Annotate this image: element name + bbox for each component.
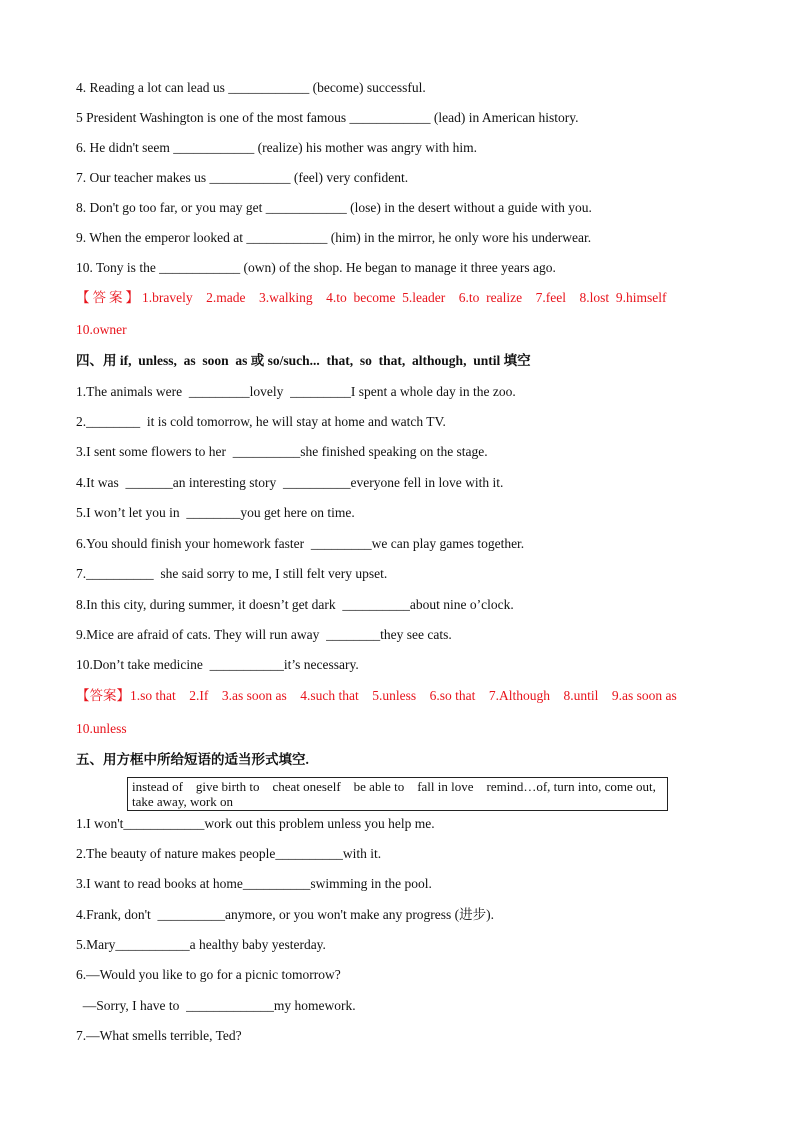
- answer-line: [76, 289, 666, 307]
- question-line: 5.I won’t let you in ________you get here on time.: [76, 505, 355, 520]
- answer-tag: 【答案】: [76, 688, 130, 703]
- question-line: 8. Don't go too far, or you may get ____________ (lose) in the desert without a guide with you.: [76, 200, 592, 215]
- question-line: 7. Our teacher makes us ____________ (feel) very confident.: [76, 170, 409, 185]
- question-line: 1.I won't____________work out this problem unless you help me.: [76, 816, 435, 831]
- question-line: 7.__________ she said sorry to me, I still felt very upset.: [76, 566, 388, 581]
- answer-line-continued: 10.owner: [76, 322, 127, 337]
- question-line: 6. He didn't seem ____________ (realize) his mother was angry with him.: [76, 140, 477, 155]
- question-line: 3.I sent some flowers to her __________she finished speaking on the stage.: [76, 444, 488, 459]
- phrase-box: instead of give birth to cheat oneself be able to fall in love remind…of, turn into, come out, take away, work on: [127, 777, 668, 811]
- question-line: 6.—Would you like to go for a picnic tomorrow?: [76, 967, 341, 982]
- question-line: 1.The animals were _________lovely _________I spent a whole day in the zoo.: [76, 384, 516, 399]
- question-line: 2.The beauty of nature makes people__________with it.: [76, 846, 382, 861]
- question-line: 8.In this city, during summer, it doesn’t get dark __________about nine o’clock.: [76, 597, 514, 612]
- question-line: 9. When the emperor looked at ____________ (him) in the mirror, he only wore his underwear.: [76, 230, 592, 245]
- answer-text: 1.so that 2.If 3.as soon as 4.such that 5.unless 6.so that 7.Although 8.until 9.as soon as: [130, 688, 677, 703]
- answer-line: [76, 687, 677, 705]
- question-line: —Sorry, I have to _____________my homework.: [76, 998, 356, 1013]
- question-line: 4.It was _______an interesting story __________everyone fell in love with it.: [76, 475, 504, 490]
- answer-text: 1.bravely 2.made 3.walking 4.to become 5.leader 6.to realize 7.feel 8.lost 9.himself: [142, 290, 667, 305]
- answer-tag: 【答案】: [76, 290, 142, 305]
- question-line: 4.Frank, don't __________anymore, or you won't make any progress (进步).: [76, 907, 495, 922]
- question-line: 7.—What smells terrible, Ted?: [76, 1028, 242, 1043]
- question-line: 5.Mary___________a healthy baby yesterday.: [76, 937, 326, 952]
- question-line: 10.Don’t take medicine ___________it’s necessary.: [76, 657, 359, 672]
- section-5-heading: 五、用方框中所给短语的适当形式填空.: [76, 752, 309, 767]
- question-line: 3.I want to read books at home__________swimming in the pool.: [76, 876, 432, 891]
- question-line: 10. Tony is the ____________ (own) of the shop. He began to manage it three years ago.: [76, 260, 556, 275]
- question-line: 5 President Washington is one of the most famous ____________ (lead) in American history.: [76, 110, 579, 125]
- question-line: 4. Reading a lot can lead us ____________ (become) successful.: [76, 80, 426, 95]
- question-line: 6.You should finish your homework faster _________we can play games together.: [76, 536, 525, 551]
- question-line: 2.________ it is cold tomorrow, he will stay at home and watch TV.: [76, 414, 446, 429]
- section-4-heading: 四、用 if, unless, as soon as 或 so/such... that, so that, although, until 填空: [76, 353, 531, 368]
- answer-line-continued: 10.unless: [76, 721, 127, 736]
- question-line: 9.Mice are afraid of cats. They will run away ________they see cats.: [76, 627, 452, 642]
